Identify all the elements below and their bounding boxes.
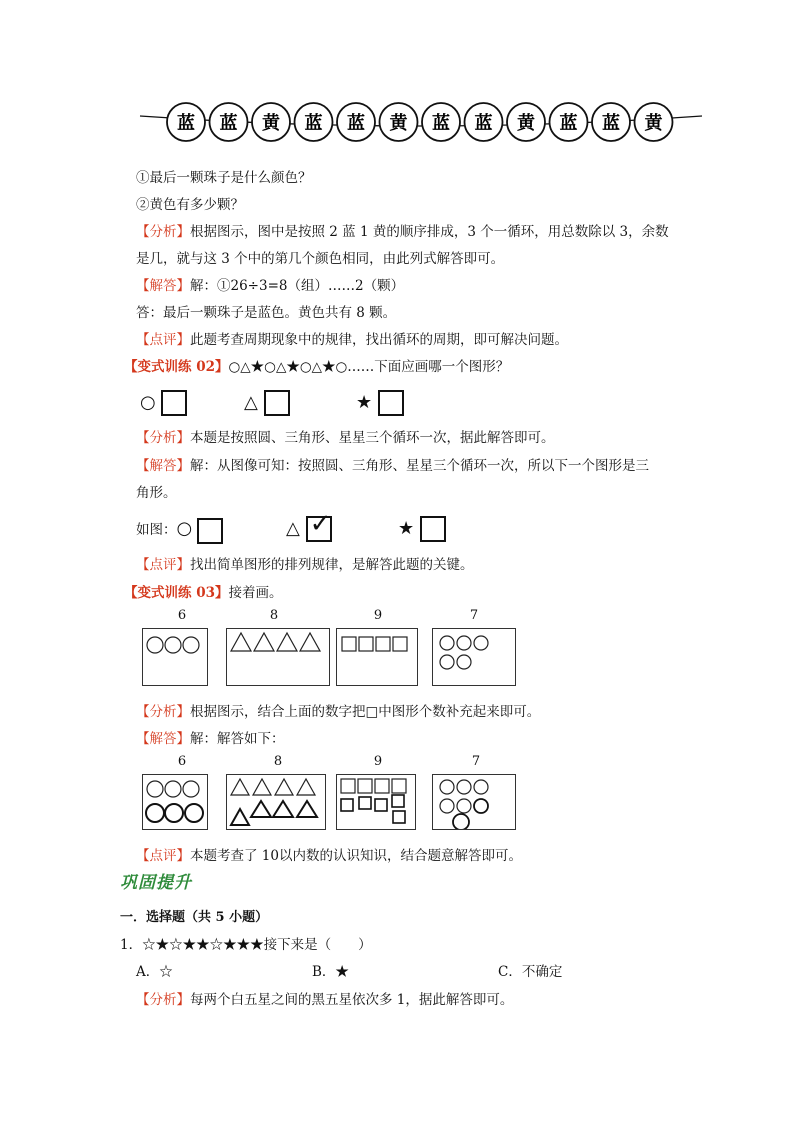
circle-box xyxy=(142,628,208,686)
ex3-analysis xyxy=(136,702,540,722)
bead-label: 蓝 xyxy=(219,113,238,134)
circles-drawing xyxy=(143,629,207,685)
bead-label: 黄 xyxy=(644,113,663,134)
bead-necklace xyxy=(138,92,704,154)
analysis-text: 根据图示，图中是按照 2 蓝 1 黄的顺序排成，3 个一循环，用总数除以 3，余数 xyxy=(190,224,669,240)
answer-tag: 【解答】 xyxy=(136,458,190,474)
analysis-tag: 【分析】 xyxy=(136,992,190,1008)
ex1-analysis-line1 xyxy=(136,222,669,242)
analysis-tag: 【分析】 xyxy=(136,430,190,446)
ex3-comment xyxy=(136,846,522,866)
mc1-option-b: B．★ xyxy=(312,964,349,980)
bead-label: 蓝 xyxy=(602,113,620,134)
bead-label: 黄 xyxy=(517,113,535,134)
ex1-comment xyxy=(136,330,568,350)
check-icon: ✓ xyxy=(309,509,332,539)
circle-box-2 xyxy=(432,628,516,686)
necklace-svg xyxy=(138,92,704,154)
bead-label: 蓝 xyxy=(304,113,323,134)
comment-tag: 【点评】 xyxy=(136,848,190,864)
square-box-answer xyxy=(336,774,416,830)
comment-text: 找出简单图形的排列规律，是解答此题的关键。 xyxy=(190,557,474,573)
bead-label: 蓝 xyxy=(559,113,578,134)
ex3-question-figure xyxy=(138,608,518,690)
ex3-answer-figure xyxy=(138,754,518,834)
ex3-title xyxy=(124,583,283,603)
analysis-text: 本题是按照圆、三角形、星星三个循环一次，据此解答即可。 xyxy=(190,430,555,446)
circle-icon: ○ xyxy=(140,392,156,413)
comment-text: 本题考查了 10以内数的认识知识，结合题意解答即可。 xyxy=(190,848,522,864)
ex3-title-tag: 【变式训练 03】 xyxy=(124,585,229,601)
analysis-text: 根据图示，结合上面的数字把□中图形个数补充起来即可。 xyxy=(190,704,541,720)
circles-drawing xyxy=(143,775,207,829)
ex3-answer xyxy=(136,729,285,749)
part-title: 一．选择题（共 5 小题） xyxy=(120,910,269,925)
ex2-answer-line1 xyxy=(136,456,649,476)
squares-drawing xyxy=(337,629,417,685)
answer-text: 解：解答如下： xyxy=(190,731,285,747)
bead-label: 蓝 xyxy=(432,113,450,134)
ex2-option-star xyxy=(356,388,404,418)
circle-box-answer xyxy=(142,774,208,830)
triangle-box-answer xyxy=(226,774,326,830)
count-label: 6 xyxy=(177,754,187,769)
count-label: 9 xyxy=(373,754,383,769)
empty-square xyxy=(378,390,404,416)
ex2-title-text: ○△★○△★○△★○……下面应画哪一个图形？ xyxy=(228,359,510,375)
ex2-comment xyxy=(136,555,474,575)
star-icon: ★ xyxy=(398,518,415,539)
checked-square xyxy=(306,509,332,542)
bead-label: 蓝 xyxy=(177,113,195,134)
circle-box-answer-2 xyxy=(432,774,516,830)
mc1-stem: 1．☆★☆★★☆★★★接下来是（ ） xyxy=(120,937,372,953)
answer-tag: 【解答】 xyxy=(136,731,190,747)
star-icon: ★ xyxy=(356,392,373,413)
ex2-figure xyxy=(136,514,223,545)
answer-text: 解：①26÷3=8（组）……2（颗） xyxy=(190,278,405,294)
ex1-reply: 答：最后一颗珠子是蓝色。黄色共有 8 颗。 xyxy=(136,305,397,321)
question-2: ②黄色有多少颗？ xyxy=(136,197,244,213)
mc1-option-c: C．不确定 xyxy=(498,964,563,980)
comment-tag: 【点评】 xyxy=(136,557,190,573)
circles-drawing xyxy=(433,629,515,685)
comment-text: 此题考查周期现象中的规律，找出循环的周期，即可解决问题。 xyxy=(190,332,568,348)
circles-drawing xyxy=(433,775,515,829)
count-label: 8 xyxy=(273,754,283,769)
count-label: 9 xyxy=(373,608,383,623)
square-box xyxy=(336,628,418,686)
empty-square xyxy=(197,518,223,544)
ex2-figure-star xyxy=(398,514,446,544)
bead-label: 黄 xyxy=(262,113,280,134)
triangle-icon: △ xyxy=(244,392,258,413)
count-label: 8 xyxy=(269,608,279,623)
ex1-analysis-line2: 是几，就与这 3 个中的第几个颜色相同，由此列式解答即可。 xyxy=(136,251,505,267)
triangle-box xyxy=(226,628,330,686)
question-1: ①最后一颗珠子是什么颜色？ xyxy=(136,170,312,186)
ex2-figure-triangle xyxy=(286,509,332,544)
section-heading: 巩固提升 xyxy=(120,873,192,893)
analysis-tag: 【分析】 xyxy=(136,704,190,720)
answer-tag: 【解答】 xyxy=(136,278,190,294)
ex3-title-text: 接着画。 xyxy=(228,585,283,601)
empty-square xyxy=(264,390,290,416)
count-label: 7 xyxy=(469,608,479,623)
mc1-analysis xyxy=(136,990,513,1010)
bead-label: 蓝 xyxy=(474,113,493,134)
analysis-tag: 【分析】 xyxy=(136,224,190,240)
ex2-title xyxy=(124,357,509,377)
ex2-title-tag: 【变式训练 02】 xyxy=(124,359,229,375)
ex2-option-circle xyxy=(140,388,187,418)
count-label: 6 xyxy=(177,608,187,623)
ex2-analysis xyxy=(136,428,555,448)
squares-drawing xyxy=(337,775,415,829)
figure-label: 如图： xyxy=(136,522,177,538)
answer-text: 解：从图像可知：按照圆、三角形、星星三个循环一次，所以下一个图形是三 xyxy=(190,458,649,474)
comment-tag: 【点评】 xyxy=(136,332,190,348)
empty-square xyxy=(420,516,446,542)
analysis-text: 每两个白五星之间的黑五星依次多 1，据此解答即可。 xyxy=(190,992,514,1008)
mc1-option-a: A．☆ xyxy=(136,964,173,980)
empty-square xyxy=(161,390,187,416)
ex1-answer xyxy=(136,276,404,296)
bead-label: 蓝 xyxy=(347,113,365,134)
circle-icon: ○ xyxy=(176,518,193,539)
bead-label: 黄 xyxy=(389,113,408,134)
count-label: 7 xyxy=(471,754,481,769)
ex2-option-triangle xyxy=(244,388,290,418)
triangle-icon: △ xyxy=(286,518,300,539)
triangles-drawing xyxy=(227,629,329,685)
ex2-answer-line2: 角形。 xyxy=(136,485,177,501)
triangles-drawing xyxy=(227,775,325,829)
